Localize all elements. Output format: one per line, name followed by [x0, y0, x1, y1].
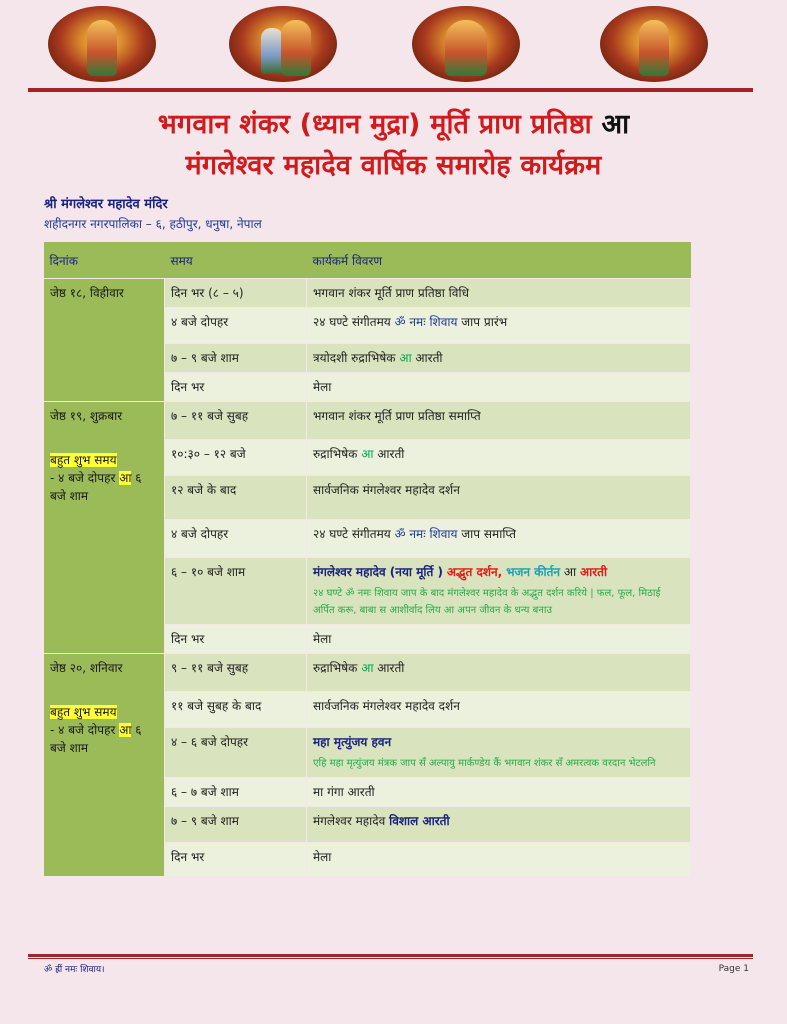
time-cell: ४ बजे दोपहर	[165, 308, 307, 344]
detail-cell: २४ घण्टे संगीतमय ॐ नमः शिवाय जाप प्रारंभ	[307, 308, 691, 344]
auspicious-badge: बहुत शुभ समय	[50, 705, 117, 719]
header-details: कार्यकर्म विवरण	[307, 242, 691, 279]
time-cell: ७ – ९ बजे शाम	[165, 344, 307, 373]
title-line-1: भगवान शंकर (ध्यान मुद्रा) मूर्ति प्राण प्रतिष्ठा आ	[157, 109, 630, 140]
darshan-note: २४ घण्टे ॐ नमः शिवाय जाप के बाद मंगलेश्वर महादेव के अद्भुत दर्शन करिये | फल, फूल, मिठाई अर्पित करू, बाबा स आशीर्वाद लिय आ अपन जीवन के धन्य बनाउ	[313, 588, 661, 616]
day3-date-cell: जेष्ठ २०, शनिवार बहुत शुभ समय - ४ बजे दोपहर आ ६ बजे शाम	[44, 654, 165, 877]
ganesh-idol-icon	[48, 6, 156, 82]
auspicious-badge: बहुत शुभ समय	[50, 453, 117, 467]
havan-note: एहि महा मृत्युंजय मंत्रक जाप सँ अल्पायु मार्कण्डेय कैं भगवान शंकर सँ अमरत्वक वरदान भेटलनि	[313, 758, 656, 769]
devi-idol-icon	[600, 6, 708, 82]
time-cell: ७ – ११ बजे सुबह	[165, 402, 307, 440]
time-cell: ६ – ७ बजे शाम	[165, 778, 307, 807]
time-cell: दिन भर	[165, 373, 307, 402]
detail-cell: भगवान शंकर मूर्ति प्राण प्रतिष्ठा विधि	[307, 279, 691, 308]
page-number: Page 1	[718, 964, 749, 974]
detail-cell: रुद्राभिषेक आ आरती	[307, 440, 691, 476]
detail-cell: मेला	[307, 843, 691, 877]
time-cell: १२ बजे के बाद	[165, 476, 307, 520]
detail-cell: महा मृत्युंजय हवन एहि महा मृत्युंजय मंत्रक जाप सँ अल्पायु मार्कण्डेय कैं भगवान शंकर सँ अमरत्वक वरदान भेटलनि	[307, 728, 691, 778]
time-cell: १०:३० – १२ बजे	[165, 440, 307, 476]
temple-name: श्री मंगलेश्वर महादेव मंदिर	[44, 197, 168, 212]
detail-cell: २४ घण्टे संगीतमय ॐ नमः शिवाय जाप समाप्ति	[307, 520, 691, 558]
shivling-idol-icon	[412, 6, 520, 82]
detail-cell: रुद्राभिषेक आ आरती	[307, 654, 691, 692]
time-cell: ९ – ११ बजे सुबह	[165, 654, 307, 692]
time-cell: ६ – १० बजे शाम	[165, 558, 307, 625]
shiva-parvati-idol-icon	[229, 6, 337, 82]
detail-cell: मंगलेश्वर महादेव विशाल आरती	[307, 807, 691, 843]
header-images	[0, 0, 787, 88]
day1-date-cell: जेष्ठ १८, विहीवार	[44, 279, 165, 402]
detail-cell: सार्वजनिक मंगलेश्वर महादेव दर्शन	[307, 692, 691, 728]
table-header-row	[44, 242, 691, 279]
footer-divider-thin	[28, 958, 753, 959]
detail-cell: मंगलेश्वर महादेव (नया मूर्ति ) अद्भुत दर्शन, भजन कीर्तन आ आरती २४ घण्टे ॐ नमः शिवाय जाप के बाद मंगलेश्वर महादेव के अद्भुत दर्शन करिये | फल, फूल, मिठाई अर्पित करू, बाबा स आशीर्वाद लिय आ अपन जीवन के धन्य बनाउ	[307, 558, 691, 625]
header-time: समय	[165, 242, 307, 279]
time-cell: ४ बजे दोपहर	[165, 520, 307, 558]
table-row	[44, 279, 691, 308]
table-row	[44, 654, 691, 692]
footer-divider	[28, 954, 753, 957]
table-row	[44, 402, 691, 440]
detail-cell: मेला	[307, 373, 691, 402]
detail-cell: मा गंगा आरती	[307, 778, 691, 807]
footer-mantra: ॐ ह्रीं नमः शिवाय।	[44, 965, 105, 975]
header-divider	[28, 88, 753, 92]
detail-cell: भगवान शंकर मूर्ति प्राण प्रतिष्ठा समाप्ति	[307, 402, 691, 440]
detail-cell: त्रयोदशी रुद्राभिषेक आ आरती	[307, 344, 691, 373]
title-line-2: मंगलेश्वर महादेव वार्षिक समारोह कार्यक्रम	[185, 150, 602, 181]
schedule-table	[43, 242, 691, 877]
detail-cell: सार्वजनिक मंगलेश्वर महादेव दर्शन	[307, 476, 691, 520]
detail-cell: मेला	[307, 625, 691, 654]
day2-date-cell: जेष्ठ १९, शुक्रबार बहुत शुभ समय - ४ बजे दोपहर आ ६ बजे शाम	[44, 402, 165, 654]
time-cell: ११ बजे सुबह के बाद	[165, 692, 307, 728]
time-cell: दिन भर	[165, 843, 307, 877]
time-cell: ७ – ९ बजे शाम	[165, 807, 307, 843]
time-cell: दिन भर	[165, 625, 307, 654]
time-cell: ४ – ६ बजे दोपहर	[165, 728, 307, 778]
header-date: दिनांक	[44, 242, 165, 279]
time-cell: दिन भर (८ – ५)	[165, 279, 307, 308]
temple-address: शहीदनगर नगरपालिका – ६, हठीपुर, धनुषा, नेपाल	[44, 217, 262, 231]
